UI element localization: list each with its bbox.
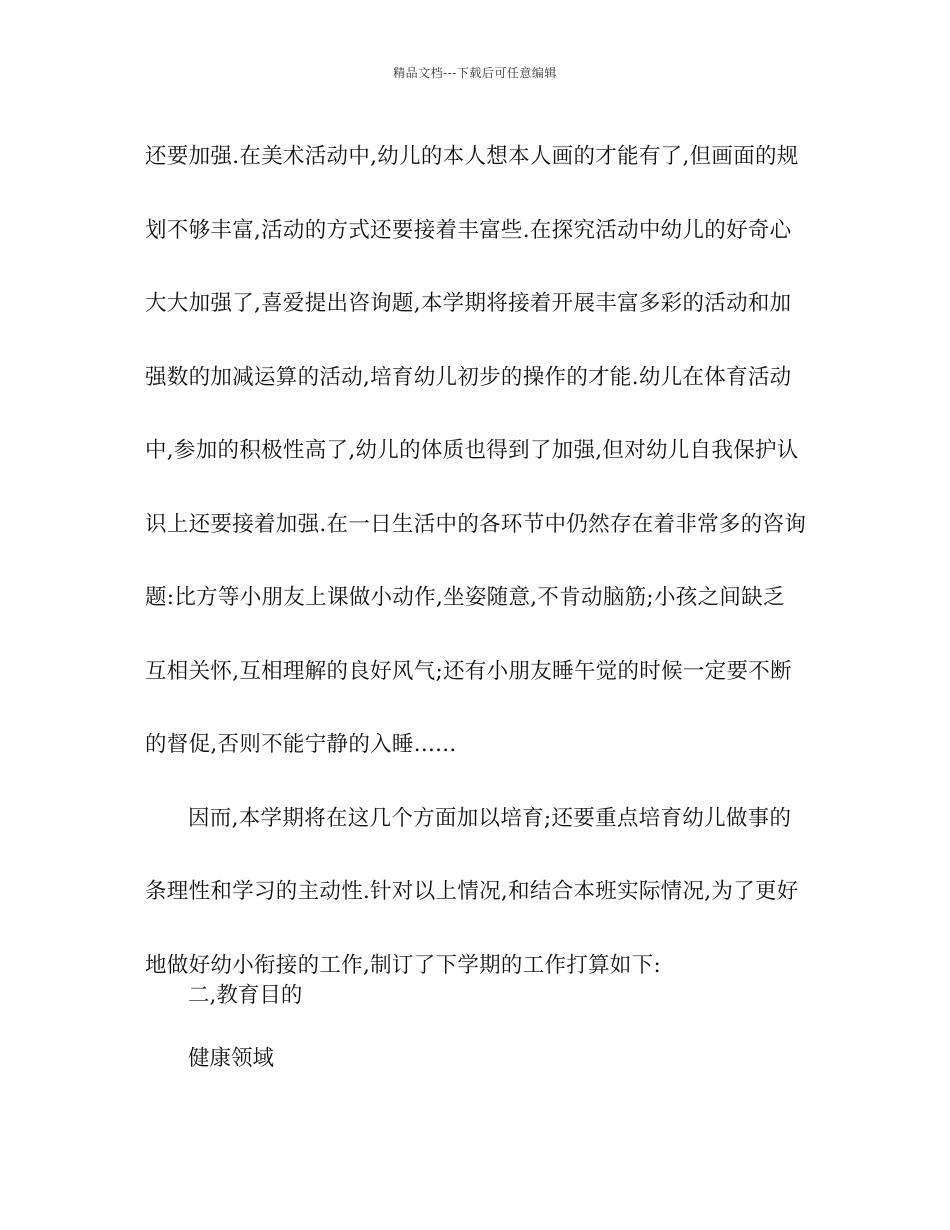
text-line: 划不够丰富,活动的方式还要接着丰富些.在探究活动中幼儿的好奇心 bbox=[145, 217, 792, 243]
document-body bbox=[145, 120, 810, 1002]
text-line: 因而,本学期将在这几个方面加以培育;还要重点培育幼儿做事的 bbox=[188, 805, 792, 831]
text-line: 还要加强.在美术活动中,幼儿的本人想本人画的才能有了,但画面的规 bbox=[145, 144, 799, 169]
page-header: 精品文档---下载后可任意编辑 bbox=[393, 66, 557, 80]
subsection-heading: 健康领域 bbox=[188, 1046, 275, 1071]
text-line: 互相关怀,互相理解的良好风气;还有小朋友睡午觉的时候一定要不断 bbox=[145, 658, 792, 684]
text-line: 中,参加的积极性高了,幼儿的体质也得到了加强,但对幼儿自我保护认 bbox=[145, 438, 799, 463]
text-line: 地做好幼小衔接的工作,制订了下学期的工作打算如下: bbox=[145, 952, 662, 978]
text-line: 的督促,否则不能宁静的入睡...... bbox=[145, 732, 457, 757]
text-line: 大大加强了,喜爱提出咨询题,本学期将接着开展丰富多彩的活动和加 bbox=[145, 291, 792, 316]
text-line: 识上还要接着加强.在一日生活中的各环节中仍然存在着非常多的咨询 bbox=[145, 511, 807, 537]
text-line: 条理性和学习的主动性.针对以上情况,和结合本班实际情况,为了更好 bbox=[145, 879, 799, 904]
section-heading: 二,教育目的 bbox=[188, 983, 303, 1008]
text-line: 题:比方等小朋友上课做小动作,坐姿随意,不肯动脑筋;小孩之间缺乏 bbox=[145, 585, 785, 610]
text-line: 强数的加减运算的活动,培育幼儿初步的操作的才能.幼儿在体育活动 bbox=[145, 364, 792, 390]
